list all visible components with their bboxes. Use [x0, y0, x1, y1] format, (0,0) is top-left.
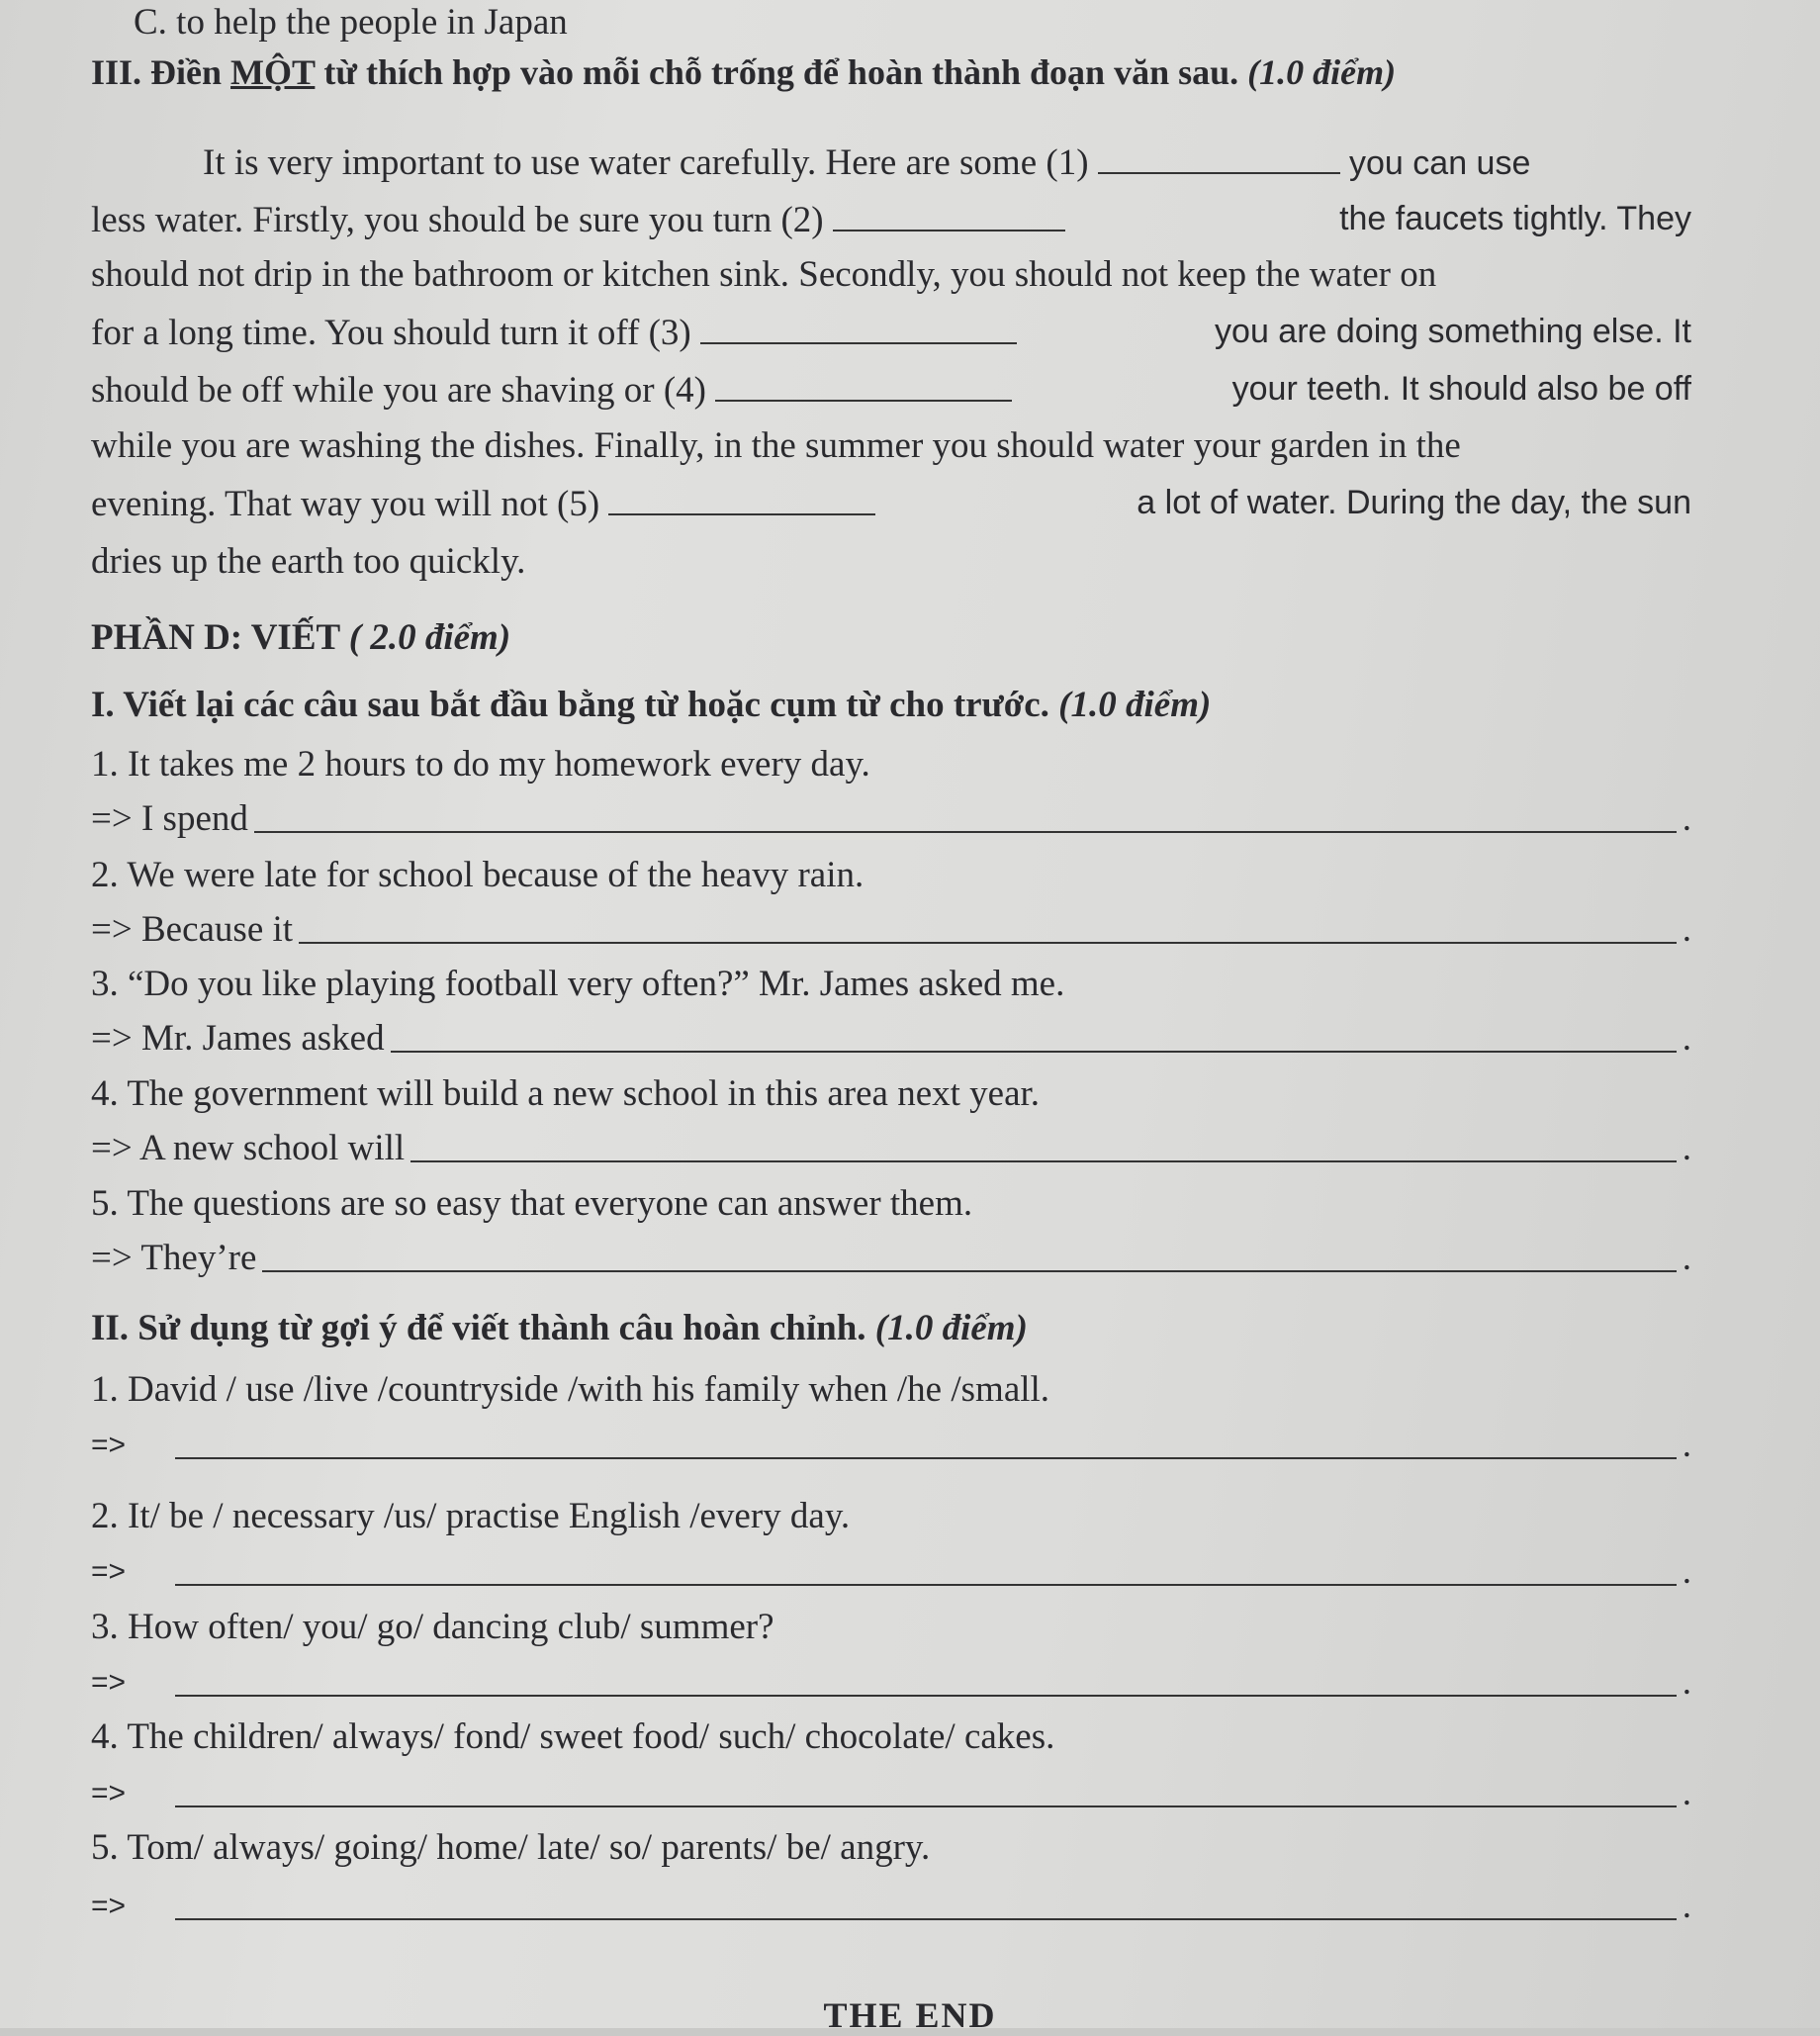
rewrite-answer-1: => I spend .	[91, 798, 1691, 839]
passage-line-7: evening. That way you will not (5) a lot of water. During the day, the sun	[91, 480, 1691, 527]
build-answer-5: => .	[91, 1886, 1691, 1926]
blank-2[interactable]	[833, 196, 1065, 231]
build-question-3: 3. How often/ you/ go/ dancing club/ summer?	[91, 1607, 774, 1647]
rewrite-answer-5: => They’re .	[91, 1238, 1691, 1278]
rewrite-question-3: 3. “Do you like playing football very often?” Mr. James asked me.	[91, 964, 1065, 1004]
build-answer-line-1[interactable]	[175, 1457, 1677, 1459]
blank-1[interactable]	[1098, 139, 1340, 174]
build-answer-line-3[interactable]	[175, 1695, 1677, 1697]
answer-line-5[interactable]	[262, 1270, 1676, 1272]
blank-5[interactable]	[608, 480, 875, 515]
build-answer-4: => .	[91, 1773, 1691, 1813]
the-end: THE END	[823, 1995, 997, 2035]
rewrite-answer-4: => A new school will .	[91, 1128, 1691, 1168]
part-d-heading: PHẦN D: VIẾT ( 2.0 điểm)	[91, 617, 511, 658]
build-answer-1: => .	[91, 1425, 1691, 1465]
passage-line-1: It is very important to use water carefully. Here are some (1) you can use	[203, 139, 1691, 186]
build-question-2: 2. It/ be / necessary /us/ practise English /every day.	[91, 1496, 851, 1536]
rewrite-answer-3: => Mr. James asked .	[91, 1018, 1691, 1059]
answer-line-2[interactable]	[299, 942, 1677, 944]
rewrite-question-2: 2. We were late for school because of the heavy rain.	[91, 855, 864, 895]
build-question-4: 4. The children/ always/ fond/ sweet food/ such/ chocolate/ cakes.	[91, 1716, 1055, 1757]
passage-line-6: while you are washing the dishes. Finally, in the summer you should water your garden in the	[91, 425, 1461, 466]
build-answer-3: => .	[91, 1662, 1691, 1703]
section-2-heading: II. Sử dụng từ gợi ý để viết thành câu hoàn chỉnh. (1.0 điểm)	[91, 1308, 1028, 1348]
answer-line-3[interactable]	[391, 1051, 1677, 1053]
option-c: C. to help the people in Japan	[134, 2, 568, 43]
build-answer-line-5[interactable]	[175, 1918, 1677, 1920]
part3-heading: III. Điền MỘT từ thích hợp vào mỗi chỗ trống để hoàn thành đoạn văn sau. (1.0 điểm)	[91, 52, 1397, 92]
rewrite-question-5: 5. The questions are so easy that everyone can answer them.	[91, 1183, 973, 1224]
passage-line-3: should not drip in the bathroom or kitchen sink. Secondly, you should not keep the water on	[91, 254, 1437, 295]
passage-line-4: for a long time. You should turn it off (3) you are doing something else. It	[91, 309, 1691, 356]
answer-line-4[interactable]	[410, 1160, 1677, 1162]
blank-4[interactable]	[715, 366, 1012, 402]
blank-3[interactable]	[700, 309, 1017, 344]
build-question-1: 1. David / use /live /countryside /with his family when /he /small.	[91, 1369, 1050, 1410]
section-1-heading: I. Viết lại các câu sau bắt đầu bằng từ hoặc cụm từ cho trước. (1.0 điểm)	[91, 685, 1212, 725]
passage-line-8: dries up the earth too quickly.	[91, 541, 526, 582]
build-answer-2: => .	[91, 1551, 1691, 1592]
passage-line-2: less water. Firstly, you should be sure you turn (2) the faucets tightly. They	[91, 196, 1691, 243]
build-answer-line-2[interactable]	[175, 1584, 1677, 1586]
build-question-5: 5. Tom/ always/ going/ home/ late/ so/ parents/ be/ angry.	[91, 1827, 931, 1868]
build-answer-line-4[interactable]	[175, 1805, 1677, 1807]
rewrite-question-4: 4. The government will build a new school in this area next year.	[91, 1073, 1041, 1114]
passage-line-5: should be off while you are shaving or (4) your teeth. It should also be off	[91, 366, 1691, 414]
answer-line-1[interactable]	[254, 831, 1677, 833]
rewrite-question-1: 1. It takes me 2 hours to do my homework every day.	[91, 744, 870, 785]
rewrite-answer-2: => Because it .	[91, 909, 1691, 950]
